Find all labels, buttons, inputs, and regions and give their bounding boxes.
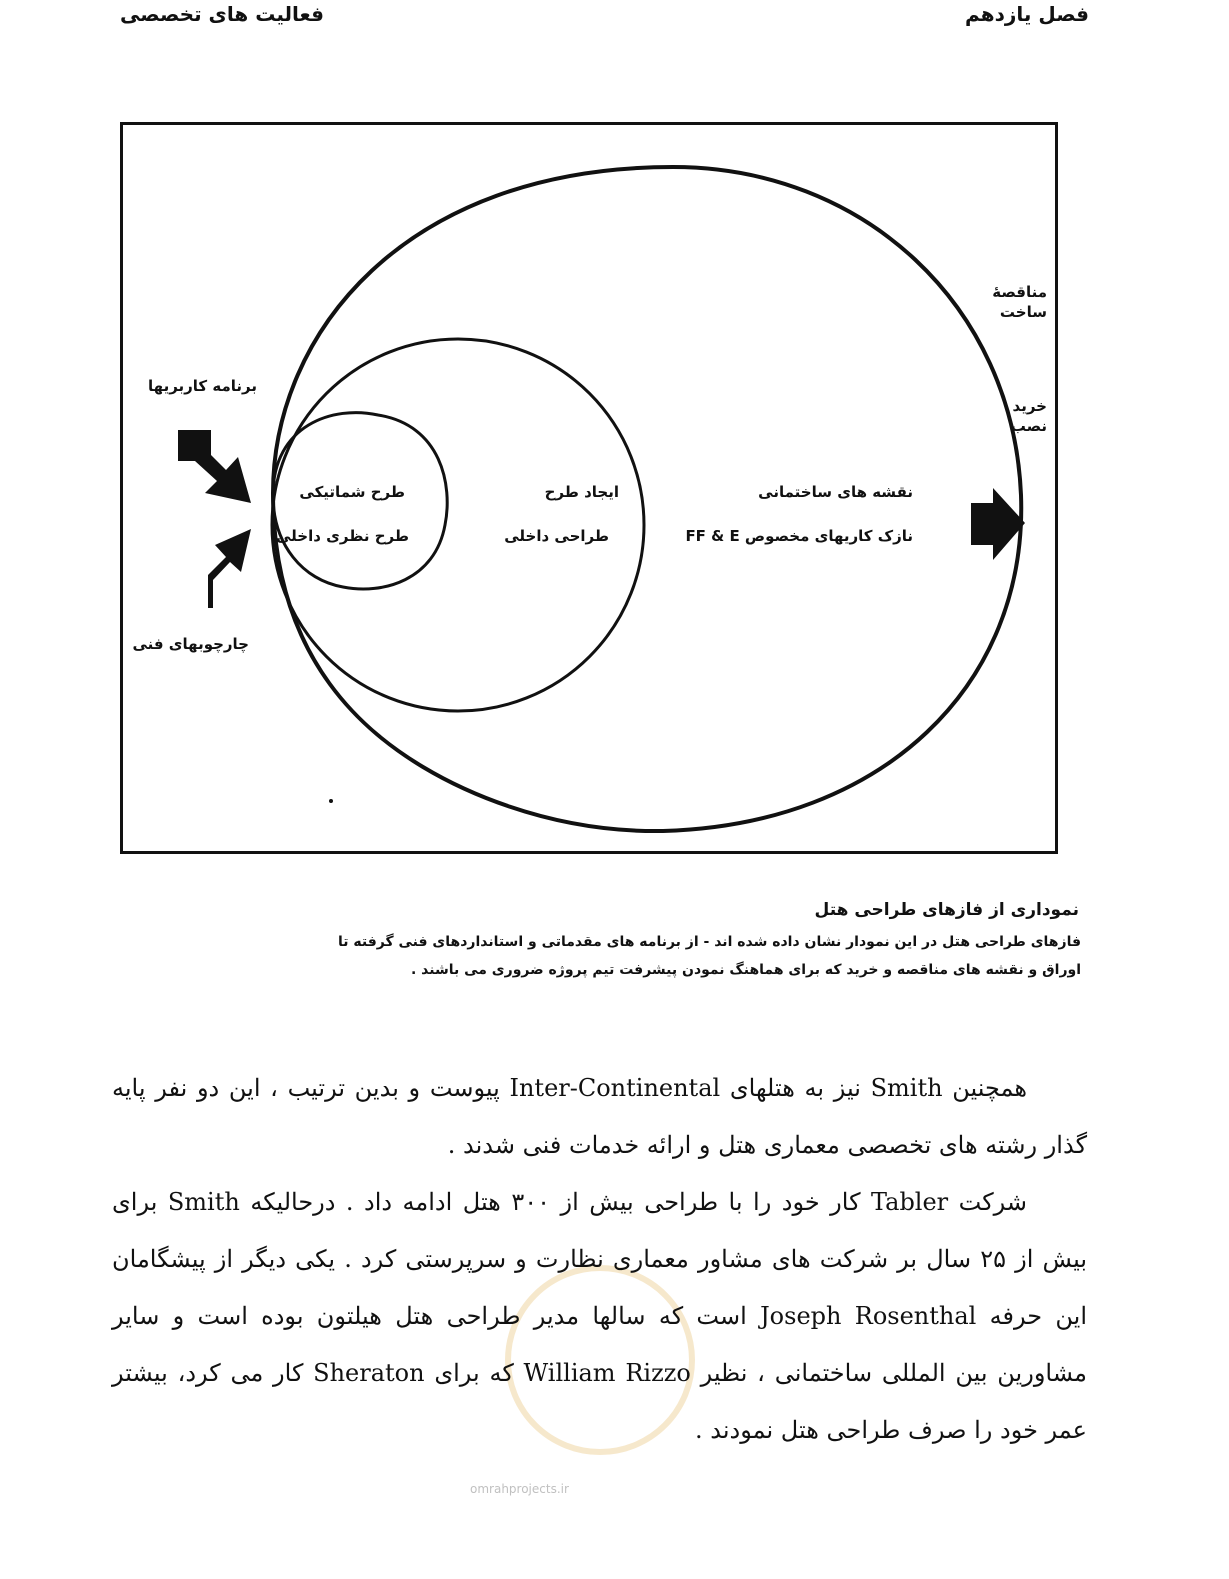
- middle-circle: [272, 339, 644, 711]
- purchase-label: خرید: [1012, 397, 1047, 415]
- construction-drawings-label: نقشه های ساختمانی: [758, 483, 913, 501]
- figure-caption-title: نموداری از فازهای طراحی هتل: [814, 900, 1079, 920]
- running-header-left: فعالیت های تخصصی: [120, 2, 324, 26]
- running-header-right: فصل یازدهم: [965, 2, 1089, 26]
- interior-concept-label: طرح نظری داخلی: [276, 527, 409, 545]
- technical-frameworks-label: چارچوبهای فنی: [132, 635, 249, 653]
- ffe-finishes-label: نازک کاریهای مخصوص FF & E: [685, 527, 913, 545]
- body-text: [112, 1060, 1087, 1459]
- body-paragraph-1: همچنین Smith نیز به هتلهای Inter-Continental پیوست و بدین ترتیب ، این دو نفر پایه گذار رشته های تخصصی معماری هتل و ارائه خدمات فنی شدند .: [112, 1074, 1087, 1159]
- watermark-url: omrahprojects.ir: [470, 1482, 569, 1496]
- purchase-install-label: [1011, 397, 1047, 436]
- user-programs-label: برنامه کاربریها: [148, 377, 257, 395]
- install-label: نصب: [1010, 416, 1047, 435]
- figure-caption-line-1: فازهای طراحی هتل در این نمودار نشان داده شده اند - از برنامه های مقدماتی و استانداردهای فنی گرفته تا: [338, 934, 1081, 950]
- tender-construction-label: [992, 283, 1047, 322]
- interior-design-label: طراحی داخلی: [504, 527, 609, 545]
- hotel-design-phases-diagram: [120, 122, 1058, 854]
- design-development-label: ایجاد طرح: [544, 483, 619, 501]
- left-bottom-arrow: [178, 529, 251, 608]
- left-top-arrow: [178, 430, 251, 503]
- tender-label: مناقصهٔ: [992, 283, 1047, 301]
- body-paragraph-2: شرکت Tabler کار خود را با طراحی بیش از ۳۰۰ هتل ادامه داد . درحالیکه Smith برای بیش از ۲۵ سال بر شرکت های مشاور معماری نظارت و سرپرستی کرد . یکی دیگر از پیشگامان این حرفه Joseph Rosenthal است که سالها مدیر طراحی هتل هیلتون بوده است و سایر مشاورین بین المللی ساختمانی ، نظیر William Rizzo که برای Sheraton کار می کرد، بیشتر عمر خود را صرف طراحی هتل نمودند .: [112, 1188, 1087, 1444]
- construction-label: ساخت: [999, 302, 1047, 321]
- figure-caption-line-2: اوراق و نقشه های مناقصه و خرید که برای هماهنگ نمودن پیشرفت تیم پروژه ضروری می باشند .: [410, 962, 1081, 978]
- schematic-design-label: طرح شماتیکی: [299, 483, 405, 501]
